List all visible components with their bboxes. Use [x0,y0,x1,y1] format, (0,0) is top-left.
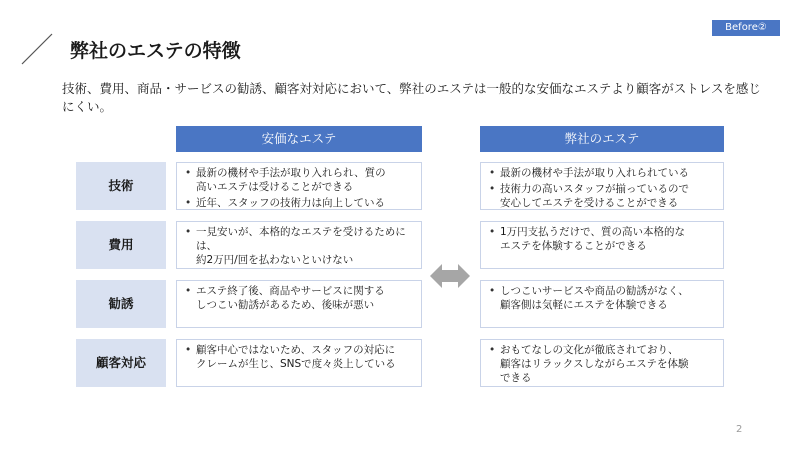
bullet-item: • 顧客中心ではないため、スタッフの対応に クレームが生じ、SNSで度々炎上している [185,343,413,371]
column-header-left: 安価なエステ [176,126,422,152]
bullet-item: • 1万円支払うだけで、質の高い本格的な エステを体験することができる [489,225,715,253]
bullet-item: • 最新の機材や手法が取り入れられている [489,166,715,180]
cell-cost-right [480,221,724,269]
row-label-solicit: 勧誘 [76,280,166,328]
cell-tech-right [480,162,724,210]
bullet-item: • 技術力の高いスタッフが揃っているので 安心してエステを受けることができる [489,182,715,210]
cell-customer-right [480,339,724,387]
row-label-cost: 費用 [76,221,166,269]
cell-solicit-right [480,280,724,328]
cell-cost-left [176,221,422,269]
cell-tech-left [176,162,422,210]
title-slash-decoration [0,0,60,70]
row-label-tech: 技術 [76,162,166,210]
row-label-customer: 顧客対応 [76,339,166,387]
lead-text: 技術、費用、商品・サービスの勧誘、顧客対対応において、弊社のエステは一般的な安価なエステより顧客がストレスを感じにくい。 [62,81,761,114]
double-arrow-icon [430,262,470,290]
page-number: 2 [736,424,743,435]
bullet-item: • しつこいサービスや商品の勧誘がなく、 顧客側は気軽にエステを体験できる [489,284,715,312]
page-title: 弊社のエステの特徴 [70,40,241,62]
before-badge: Before② [712,20,780,36]
bullet-item: • 一見安いが、本格的なエステを受けるためには、 約2万円/回を払わないといけない [185,225,413,267]
bullet-item: • 最新の機材や手法が取り入れられ、質の 高いエステは受けることができる [185,166,413,194]
bullet-item: • 近年、スタッフの技術力は向上している [185,196,413,210]
column-header-right: 弊社のエステ [480,126,724,152]
cell-solicit-left [176,280,422,328]
cell-customer-left [176,339,422,387]
bullet-item: • おもてなしの文化が徹底されており、 顧客はリラックスしながらエステを体験 できる [489,343,715,385]
bullet-item: • エステ終了後、商品やサービスに関する しつこい勧誘があるため、後味が悪い [185,284,413,312]
